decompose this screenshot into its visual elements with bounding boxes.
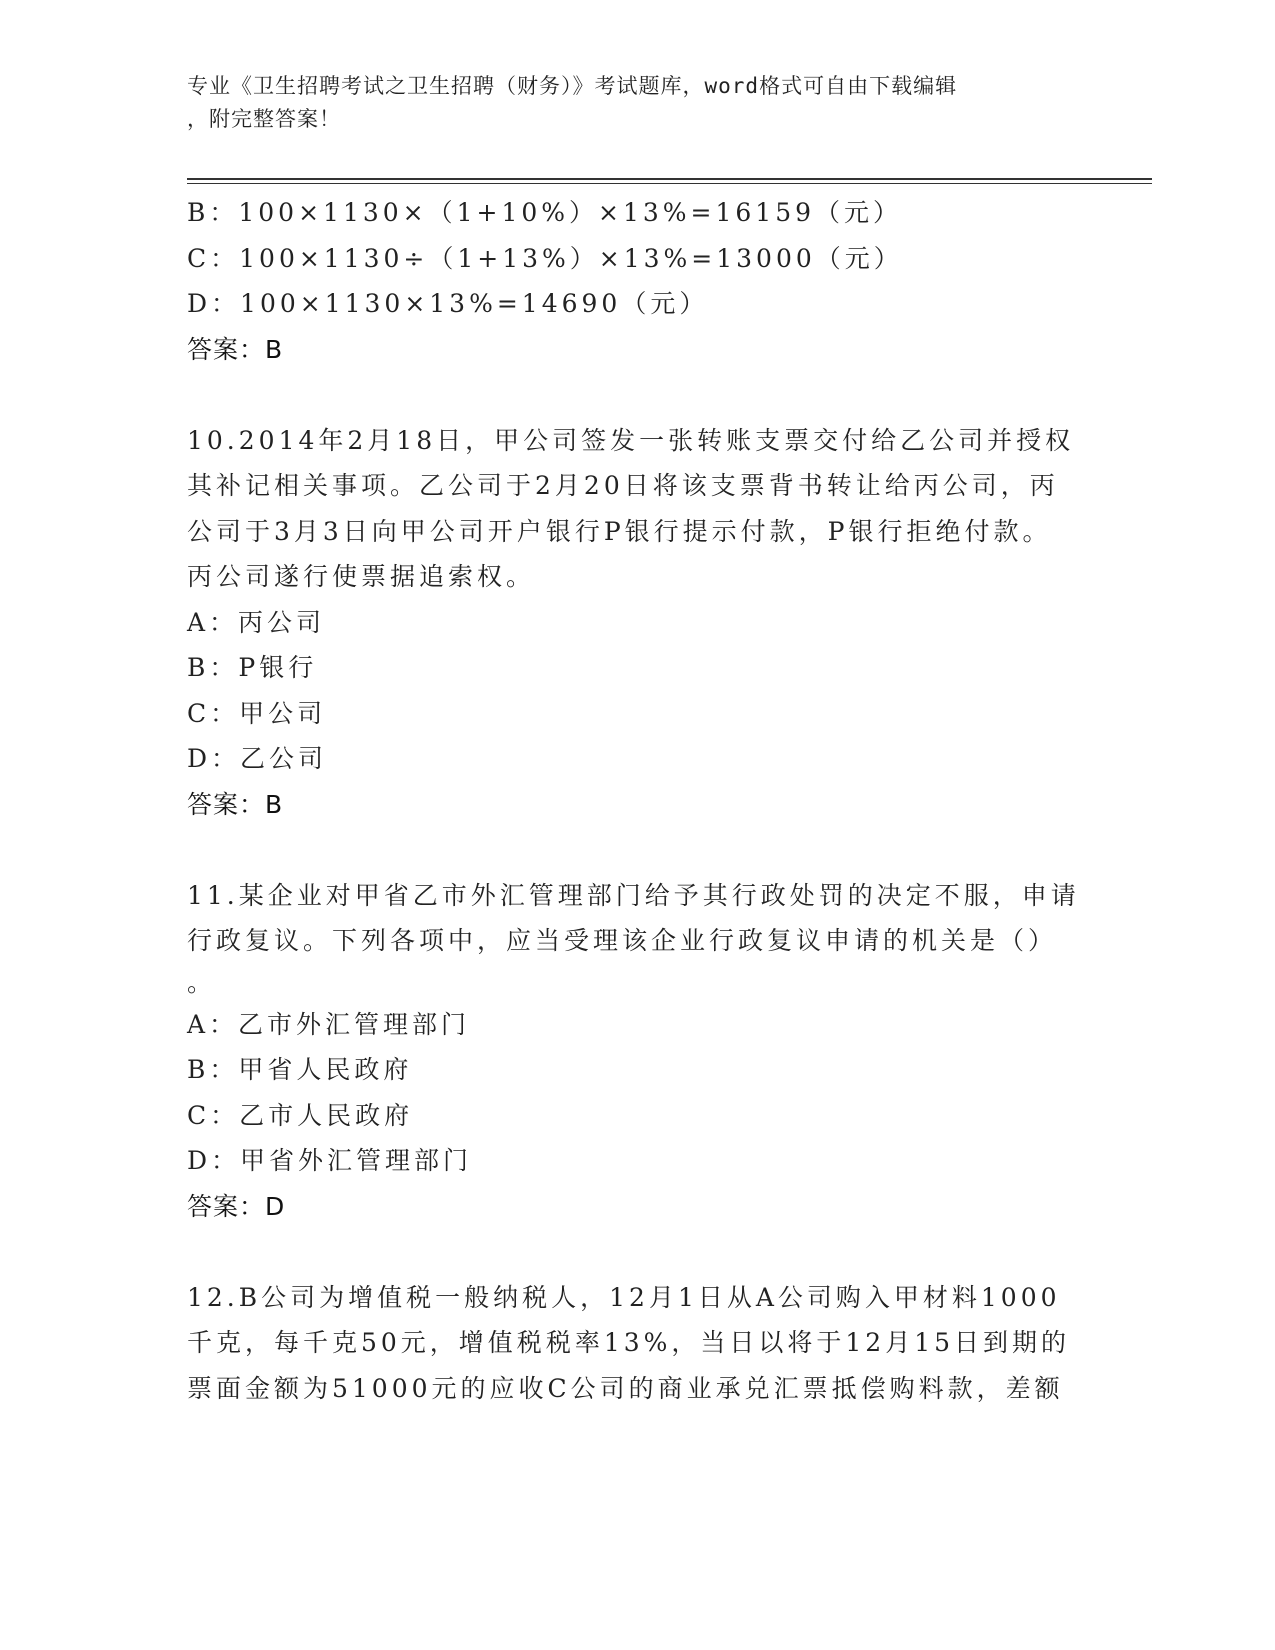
question-stem-line: 。: [187, 967, 217, 997]
option-d: D：100×1130×13%=14690（元）: [187, 289, 709, 318]
option-b: B：100×1130×（1+10%）×13%=16159（元）: [187, 198, 903, 227]
answer-line: 答案：B: [187, 789, 284, 819]
option-b: B：甲省人民政府: [187, 1055, 413, 1084]
answer-line: 答案：D: [187, 1191, 286, 1221]
answer-line: 答案：B: [187, 334, 284, 364]
option-a: A：丙公司: [187, 607, 326, 637]
question-spacer: [187, 827, 1087, 873]
option-a: A：乙市外汇管理部门: [187, 1009, 471, 1039]
question-spacer: [187, 1229, 1087, 1275]
question-content: [187, 190, 1087, 1411]
question-9-tail: [187, 190, 1087, 372]
question-stem-line: 11.某企业对甲省乙市外汇管理部门给予其行政处罚的决定不服，申请: [187, 880, 1080, 910]
question-stem-line: 12.B公司为增值税一般纳税人，12月1日从A公司购入甲材料1000: [187, 1282, 1061, 1312]
option-c: C：甲公司: [187, 698, 327, 728]
option-c: C：乙市人民政府: [187, 1100, 414, 1130]
question-stem-line: 丙公司遂行使票据追索权。: [187, 562, 536, 591]
document-header: [187, 70, 1067, 136]
question-11: [187, 873, 1087, 1230]
question-stem-line: 千克，每千克50元，增值税税率13%，当日以将于12月15日到期的: [187, 1328, 1071, 1357]
header-line-1: 专业《卫生招聘考试之卫生招聘（财务）》考试题库，word格式可自由下载编辑: [187, 74, 958, 98]
header-divider-thick: [187, 178, 1152, 180]
option-c: C：100×1130÷（1+13%）×13%=13000（元）: [187, 243, 903, 273]
question-spacer: [187, 372, 1087, 418]
header-line-2: ，附完整答案！: [187, 107, 341, 131]
question-stem-line: 10.2014年2月18日，甲公司签发一张转账支票交付给乙公司并授权: [187, 425, 1075, 455]
option-d: D：乙公司: [187, 744, 328, 773]
option-d: D：甲省外汇管理部门: [187, 1146, 473, 1175]
question-12: [187, 1275, 1087, 1412]
question-stem-line: 行政复议。下列各项中，应当受理该企业行政复议申请的机关是（）: [187, 926, 1058, 955]
question-stem-line: 其补记相关事项。乙公司于2月20日将该支票背书转让给丙公司，丙: [187, 471, 1059, 500]
question-stem-line: 公司于3月3日向甲公司开户银行P银行提示付款，P银行拒绝付款。: [187, 516, 1052, 546]
header-divider-thin: [187, 183, 1152, 184]
question-10: [187, 418, 1087, 828]
question-stem-line: 票面金额为51000元的应收C公司的商业承兑汇票抵偿购料款，差额: [187, 1373, 1064, 1403]
option-b: B：P银行: [187, 653, 318, 682]
